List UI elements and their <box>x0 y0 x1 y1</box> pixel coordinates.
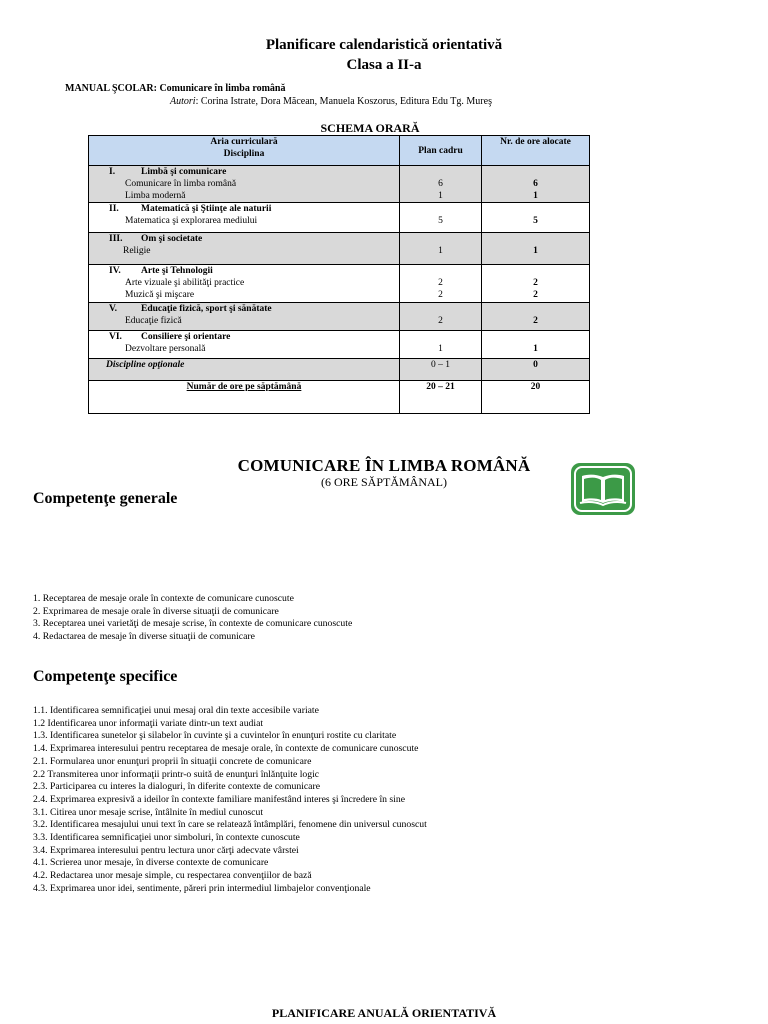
header-plan: Plan cadru <box>400 136 482 166</box>
list-item: 4.1. Scrierea unor mesaje, în diverse contexte de comunicare <box>33 857 269 869</box>
manual-line <box>65 83 285 94</box>
annual-plan-title: PLANIFICARE ANUALĂ ORIENTATIVĂ <box>271 1006 497 1020</box>
plan-value: 1 <box>438 344 443 354</box>
nr-value: 2 <box>533 278 538 288</box>
header-nr: Nr. de ore alocate <box>482 136 590 166</box>
section-heading <box>109 303 399 315</box>
manual-label: MANUAL ŞCOLAR: <box>65 83 157 94</box>
plan-cell <box>400 166 482 203</box>
table-row <box>89 166 590 203</box>
page-title <box>0 35 768 75</box>
table-row <box>89 303 590 331</box>
authors-value: : Corina Istrate, Dora Măcean, Manuela Koszorus, Editura Edu Tg. Mureş <box>195 96 492 107</box>
section-heading <box>109 233 399 245</box>
plan-cell <box>400 233 482 265</box>
list-item: 1.1. Identificarea semnificaţiei unui mesaj oral din texte accesibile variate <box>33 705 319 716</box>
section-heading <box>109 265 399 277</box>
table-row-optional <box>89 359 590 381</box>
discipline-name: Muzică şi mişcare <box>125 290 195 300</box>
header-area <box>89 136 400 166</box>
discipline-name: Limba modernă <box>125 191 186 201</box>
total-label: Număr de ore pe săptămână <box>89 381 400 414</box>
general-competences-heading: Competenţe generale <box>33 490 178 507</box>
nr-cell <box>482 203 590 233</box>
list-item: 3. Receptarea unei varietăţi de mesaje scrise, în contexte de comunicare cunoscute <box>33 618 353 630</box>
section-heading <box>109 166 399 178</box>
nr-value: 1 <box>533 246 538 256</box>
list-item: 4. Redactarea de mesaje în diverse situaţii de comunicare <box>33 631 255 643</box>
section-number: I. <box>109 167 116 177</box>
general-competences-list <box>33 593 352 644</box>
book-icon <box>571 463 635 515</box>
subject-title: COMUNICARE ÎN LIMBA ROMÂNĂ <box>237 456 531 475</box>
title-line-1: Planificare calendaristică orientativă <box>265 37 503 53</box>
list-item: 2.2 Transmiterea unor informaţii printr-o suită de enunţuri înlănţuite logic <box>33 768 320 780</box>
discipline-name: Comunicare în limba română <box>125 179 237 189</box>
nr-cell <box>482 166 590 203</box>
table-header-row <box>89 136 590 166</box>
list-item: 4.3. Exprimarea unor idei, sentimente, păreri prin intermediul limbajelor convenţionale <box>33 882 371 894</box>
schedule-title: SCHEMA ORARĂ <box>320 121 420 135</box>
subject-subtitle: (6 ORE SĂPTĂMÂNAL) <box>321 475 447 489</box>
table-row <box>89 331 590 359</box>
plan-value: 1 <box>438 191 443 201</box>
section-heading <box>109 331 399 343</box>
authors-label: Autori <box>170 96 196 107</box>
nr-cell <box>482 265 590 303</box>
nr-cell <box>482 233 590 265</box>
nr-value: 1 <box>533 191 538 201</box>
section-number: III. <box>109 234 123 244</box>
plan-cell <box>400 203 482 233</box>
discipline-name: Religie <box>123 246 151 256</box>
list-item: 2. Exprimarea de mesaje orale în diverse situaţii de comunicare <box>33 605 279 617</box>
list-item: 3.2. Identificarea mesajului unui text în care se relatează întâmplări, fenomene din universul cunoscut <box>33 819 427 831</box>
header-area-line1: Aria curriculară <box>210 137 278 147</box>
section-name: Om şi societate <box>141 234 203 244</box>
plan-value: 2 <box>438 316 443 326</box>
table-row <box>89 203 590 233</box>
list-item: 1.4. Exprimarea interesului pentru receptarea de mesaje orale, în contexte de comunicare cunoscute <box>33 743 419 755</box>
nr-value: 5 <box>533 216 538 226</box>
section-cell <box>89 166 400 203</box>
section-number: VI. <box>109 332 122 342</box>
section-cell <box>89 203 400 233</box>
list-item: 1. Receptarea de mesaje orale în contexte de comunicare cunoscute <box>33 593 294 604</box>
section-heading <box>109 203 399 215</box>
nr-value: 1 <box>533 344 538 354</box>
nr-cell <box>482 331 590 359</box>
manual-value: Comunicare în limba română <box>159 83 286 94</box>
plan-value: 2 <box>438 290 443 300</box>
section-name: Educaţie fizică, sport şi sănătate <box>141 304 272 314</box>
optional-nr: 0 <box>482 359 590 381</box>
list-item: 3.4. Exprimarea interesului pentru lectura unor cărţi adecvate vârstei <box>33 844 299 856</box>
list-item: 3.3. Identificarea semnificaţiei unor simboluri, în contexte cunoscute <box>33 832 300 844</box>
section-number: V. <box>109 304 118 314</box>
specific-competences-list <box>33 705 427 896</box>
specific-competences-heading: Competenţe specifice <box>33 668 178 685</box>
table-row <box>89 265 590 303</box>
list-item: 1.3. Identificarea sunetelor şi silabelor în cuvinte şi a cuvintelor în enunţuri rostite cu claritate <box>33 730 397 742</box>
plan-cell <box>400 265 482 303</box>
section-cell <box>89 303 400 331</box>
section-name: Matematică şi Ştiinţe ale naturii <box>141 204 272 214</box>
total-nr: 20 <box>482 381 590 414</box>
section-cell <box>89 265 400 303</box>
section-name: Consiliere şi orientare <box>141 332 231 342</box>
table-row <box>89 233 590 265</box>
section-number: IV. <box>109 266 121 276</box>
section-cell <box>89 331 400 359</box>
authors-line <box>170 96 492 107</box>
plan-value: 5 <box>438 216 443 226</box>
list-item: 4.2. Redactarea unor mesaje simple, cu respectarea convenţiilor de bază <box>33 870 312 882</box>
list-item: 2.4. Exprimarea expresivă a ideilor în contexte familiare manifestând interes şi încredere în sine <box>33 793 406 805</box>
plan-value: 1 <box>438 246 443 256</box>
section-number: II. <box>109 204 119 214</box>
discipline-name: Dezvoltare personală <box>125 344 206 354</box>
discipline-name: Matematica şi explorarea mediului <box>125 216 258 226</box>
discipline-name: Arte vizuale şi abilităţi practice <box>125 278 245 288</box>
discipline-name: Educaţie fizică <box>125 316 182 326</box>
section-name: Arte şi Tehnologii <box>141 266 213 276</box>
plan-value: 6 <box>438 179 443 189</box>
plan-cell <box>400 331 482 359</box>
total-plan: 20 – 21 <box>400 381 482 414</box>
plan-value: 2 <box>438 278 443 288</box>
plan-cell <box>400 303 482 331</box>
title-line-2: Clasa a II-a <box>346 57 422 73</box>
list-item: 1.2 Identificarea unor informaţii variate dintr-un text audiat <box>33 717 264 729</box>
schedule-table <box>88 135 590 414</box>
nr-value: 6 <box>533 179 538 189</box>
section-cell <box>89 233 400 265</box>
nr-value: 2 <box>533 316 538 326</box>
optional-label: Discipline opţionale <box>89 359 400 381</box>
header-area-line2: Disciplina <box>223 149 265 159</box>
optional-plan: 0 – 1 <box>400 359 482 381</box>
list-item: 3.1. Citirea unor mesaje scrise, întâlnite în mediul cunoscut <box>33 806 264 818</box>
list-item: 2.1. Formularea unor enunţuri proprii în situaţii concrete de comunicare <box>33 755 312 767</box>
table-row-total <box>89 381 590 414</box>
nr-value: 2 <box>533 290 538 300</box>
section-name: Limbă şi comunicare <box>141 167 227 177</box>
nr-cell <box>482 303 590 331</box>
list-item: 2.3. Participarea cu interes la dialoguri, în diferite contexte de comunicare <box>33 781 321 793</box>
